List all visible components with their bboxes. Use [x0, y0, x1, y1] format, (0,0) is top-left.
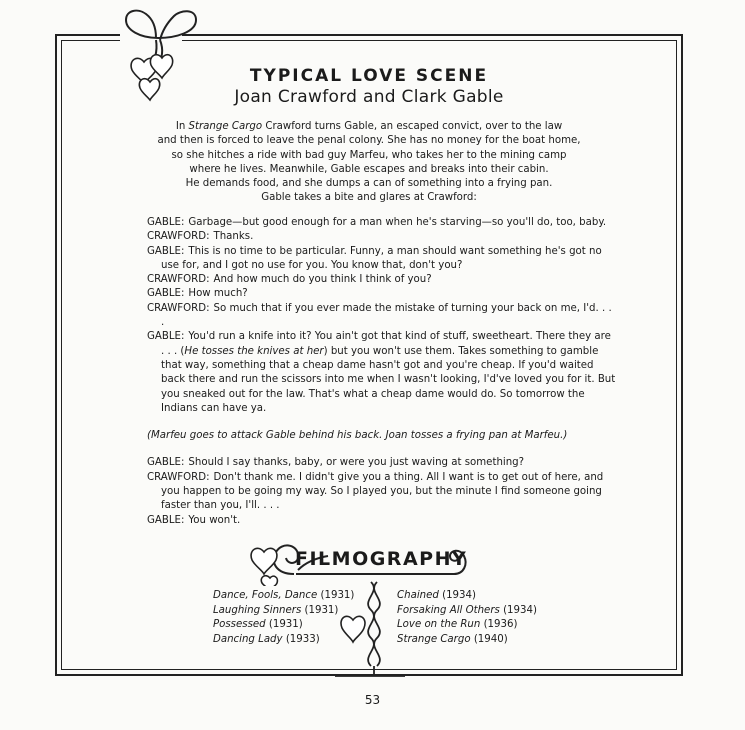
- speaker-label: GABLE:: [147, 457, 185, 469]
- film-entry: Laughing Sinners (1931): [213, 604, 339, 616]
- dialogue-line: CRAWFORD: And how much do you think I think of you?: [147, 274, 432, 286]
- intro-line: where he lives. Meanwhile, Gable escapes and breaks into their cabin.: [189, 163, 549, 175]
- speaker-label: CRAWFORD:: [147, 231, 210, 243]
- speaker-label: CRAWFORD:: [147, 302, 210, 314]
- filmography-left-column: [213, 589, 354, 647]
- dialogue-line: CRAWFORD: Don't thank me. I didn't give you a thing. All I want is to get out of here, and you happen to be going my way. So I played you, but the minute I find someone going faster than you, I'll. . . .: [147, 471, 604, 512]
- film-entry: Strange Cargo (1940): [397, 633, 508, 645]
- page-title: TYPICAL LOVE SCENE: [249, 66, 489, 86]
- film-entry: Chained (1934): [397, 590, 476, 601]
- dialogue-line: GABLE: This is no time to be particular. Funny, a man should want something he's got no use for, and I got no use for you. You know that, don't you?: [147, 245, 602, 271]
- dialogue-line: GABLE: You'd run a knife into it? You ain't got that kind of stuff, sweetheart. There they are . . . (He tosses the knives at her) but you won't use them. Takes something to gamble that way, something that a cheap dame hasn't got and you're cheap. If you'd waited back there and run the scissors into me when I wasn't looking, I'd've loved you for it. But you sneaked out for the law. That's what a cheap dame would do. So tomorrow the Indians can have ya.: [147, 331, 616, 414]
- dialogue-line: GABLE: How much?: [147, 288, 248, 300]
- dialogue-line: CRAWFORD: So much that if you ever made the mistake of turning your back on me, I'd. . . .: [147, 302, 612, 329]
- intro-line: He demands food, and she dumps a can of something into a frying pan.: [185, 178, 553, 190]
- speaker-label: GABLE:: [147, 217, 185, 228]
- intro-line: and then is forced to leave the penal colony. She has no money for the boat home,: [157, 135, 581, 147]
- speaker-label: GABLE:: [147, 514, 185, 526]
- dialogue-script: [147, 216, 617, 528]
- speaker-label: GABLE:: [147, 245, 185, 257]
- intro-paragraph: [110, 120, 628, 206]
- speaker-label: CRAWFORD:: [147, 471, 210, 483]
- speaker-label: CRAWFORD:: [147, 274, 210, 286]
- stage-direction: He tosses the knives at her: [184, 345, 324, 357]
- dialogue-line: GABLE: Should I say thanks, baby, or were you just waving at something?: [147, 457, 525, 469]
- speaker-label: GABLE:: [147, 288, 185, 300]
- intro-line: so she hitches a ride with bad guy Marfeu, who takes her to the mining camp: [171, 149, 567, 161]
- page-number: 53: [364, 693, 381, 707]
- filmography-title: FILMOGRAPHY: [295, 548, 468, 570]
- intro-line: Gable takes a bite and glares at Crawford:: [261, 192, 477, 204]
- intro-line: In Strange Cargo Crawford turns Gable, an escaped convict, over to the law: [175, 121, 563, 132]
- page-subtitle: Joan Crawford and Clark Gable: [234, 87, 504, 107]
- dialogue-line: GABLE: You won't.: [147, 514, 241, 526]
- stage-direction: (Marfeu goes to attack Gable behind his back. Joan tosses a frying pan at Marfeu.): [147, 430, 568, 442]
- film-entry: Love on the Run (1936): [397, 619, 518, 630]
- filmography-right-column: [397, 589, 537, 647]
- film-entry: Possessed (1931): [213, 619, 303, 630]
- dialogue-line: GABLE: Garbage—but good enough for a man when he's starving—so you'll do, too, baby.: [147, 217, 607, 228]
- dialogue-line: CRAWFORD: Thanks.: [147, 231, 254, 243]
- film-entry: Dancing Lady (1933): [213, 633, 320, 645]
- speaker-label: GABLE:: [147, 331, 185, 343]
- film-entry: Dance, Fools, Dance (1931): [213, 590, 355, 601]
- film-entry: Forsaking All Others (1934): [397, 604, 537, 616]
